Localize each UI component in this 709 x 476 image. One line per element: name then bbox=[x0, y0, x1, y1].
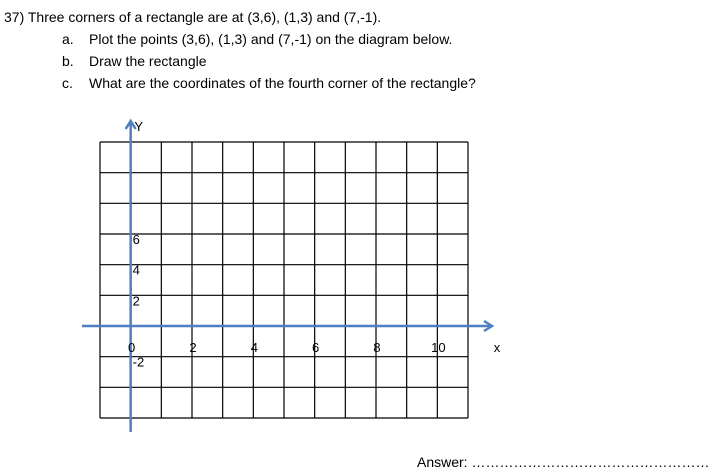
y-tick-label: 2 bbox=[132, 293, 140, 309]
question-title: 37) Three corners of a rectangle are at (3,6), (1,3) and (7,-1). bbox=[4, 9, 382, 25]
y-tick-label: 4 bbox=[132, 262, 140, 278]
x-tick-label: 2 bbox=[189, 340, 197, 355]
part-c-marker: c. bbox=[62, 75, 73, 91]
x-axis-label: x bbox=[493, 340, 501, 355]
part-b-text: Draw the rectangle bbox=[89, 53, 207, 69]
axes bbox=[82, 121, 492, 432]
x-tick-label: 0 bbox=[128, 340, 136, 355]
x-tick-label: 6 bbox=[312, 340, 320, 355]
x-tick-label: 4 bbox=[250, 340, 258, 355]
answer-label: Answer: bbox=[417, 454, 468, 470]
grid-lines bbox=[100, 142, 468, 418]
y-tick-label: 6 bbox=[132, 232, 140, 247]
x-tick-label: 10 bbox=[431, 340, 446, 355]
part-b-marker: b. bbox=[62, 53, 74, 69]
answer-blank[interactable]: …………………………………………… bbox=[471, 454, 709, 470]
answer-line[interactable] bbox=[417, 454, 709, 470]
part-c-text: What are the coordinates of the fourth corner of the rectangle? bbox=[89, 75, 476, 91]
x-tick-label: 8 bbox=[373, 340, 381, 355]
y-axis-label: Y bbox=[134, 119, 144, 134]
part-a-marker: a. bbox=[62, 31, 74, 47]
part-a-text: Plot the points (3,6), (1,3) and (7,-1) on the diagram below. bbox=[89, 31, 453, 47]
y-tick-label: -2 bbox=[132, 354, 145, 370]
